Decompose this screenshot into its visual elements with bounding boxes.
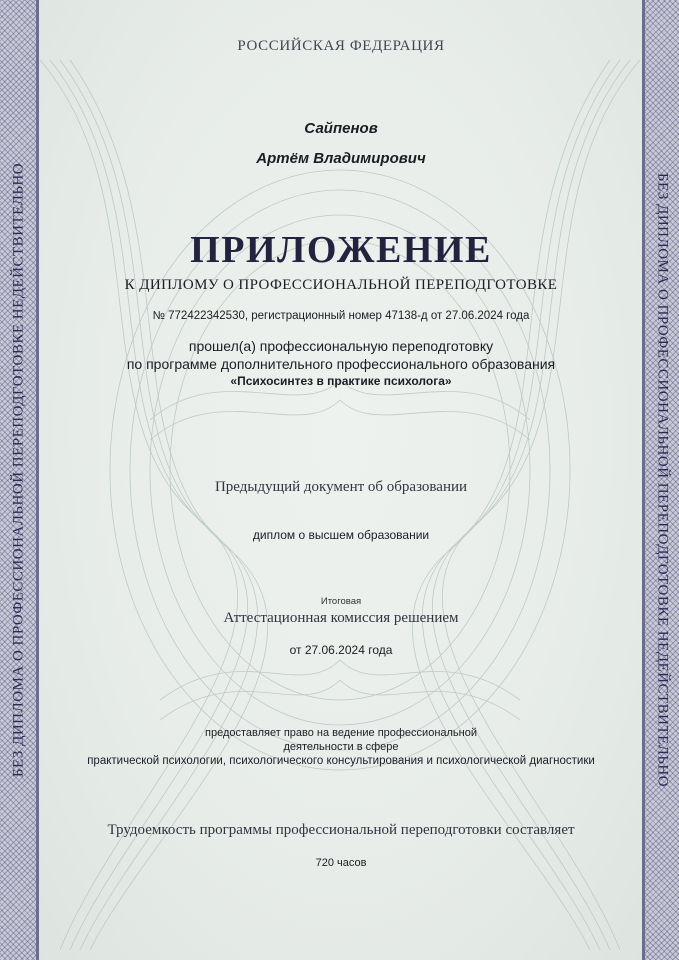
right-border-text: БЕЗ ДИПЛОМА О ПРОФЕССИОНАЛЬНОЙ ПЕРЕПОДГОТОВКЕ НЕДЕЙСТВИТЕЛЬНО xyxy=(654,172,671,788)
attestation-heading: Аттестационная комиссия решением xyxy=(223,610,459,626)
left-border-text: БЕЗ ДИПЛОМА О ПРОФЕССИОНАЛЬНОЙ ПЕРЕПОДГОТОВКЕ НЕДЕЙСТВИТЕЛЬНО xyxy=(10,162,27,778)
previous-education-value: диплом о высшем образовании xyxy=(252,528,430,542)
document-title: ПРИЛОЖЕНИЕ xyxy=(190,229,492,271)
recipient-surname: Сайпенов xyxy=(304,120,378,137)
attestation-date: от 27.06.2024 года xyxy=(289,643,393,657)
program-line-2: по программе дополнительного профессионального образования xyxy=(126,356,556,372)
rights-line-3: практической психологии, психологического консультирования и психологической диагностики xyxy=(87,755,595,767)
document-subtitle: К ДИПЛОМУ О ПРОФЕССИОНАЛЬНОЙ ПЕРЕПОДГОТОВКЕ xyxy=(124,277,558,293)
workload-value: 720 часов xyxy=(315,857,367,869)
final-label: Итоговая xyxy=(320,596,362,607)
program-line-1: прошел(а) профессиональную переподготовку xyxy=(188,338,494,354)
rights-line-2: деятельности в сфере xyxy=(283,741,399,753)
workload-heading: Трудоемкость программы профессиональной переподготовки составляет xyxy=(107,822,575,838)
rights-line-1: предоставляет право на ведение профессиональной xyxy=(205,727,477,739)
recipient-given-names: Артём Владимирович xyxy=(256,150,426,167)
diploma-number-line: № 772422342530, регистрационный номер 47138-д от 27.06.2024 года xyxy=(152,310,530,322)
country-name: РОССИЙСКАЯ ФЕДЕРАЦИЯ xyxy=(237,38,445,54)
program-name: «Психосинтез в практике психолога» xyxy=(230,374,452,388)
previous-education-heading: Предыдущий документ об образовании xyxy=(214,479,468,495)
